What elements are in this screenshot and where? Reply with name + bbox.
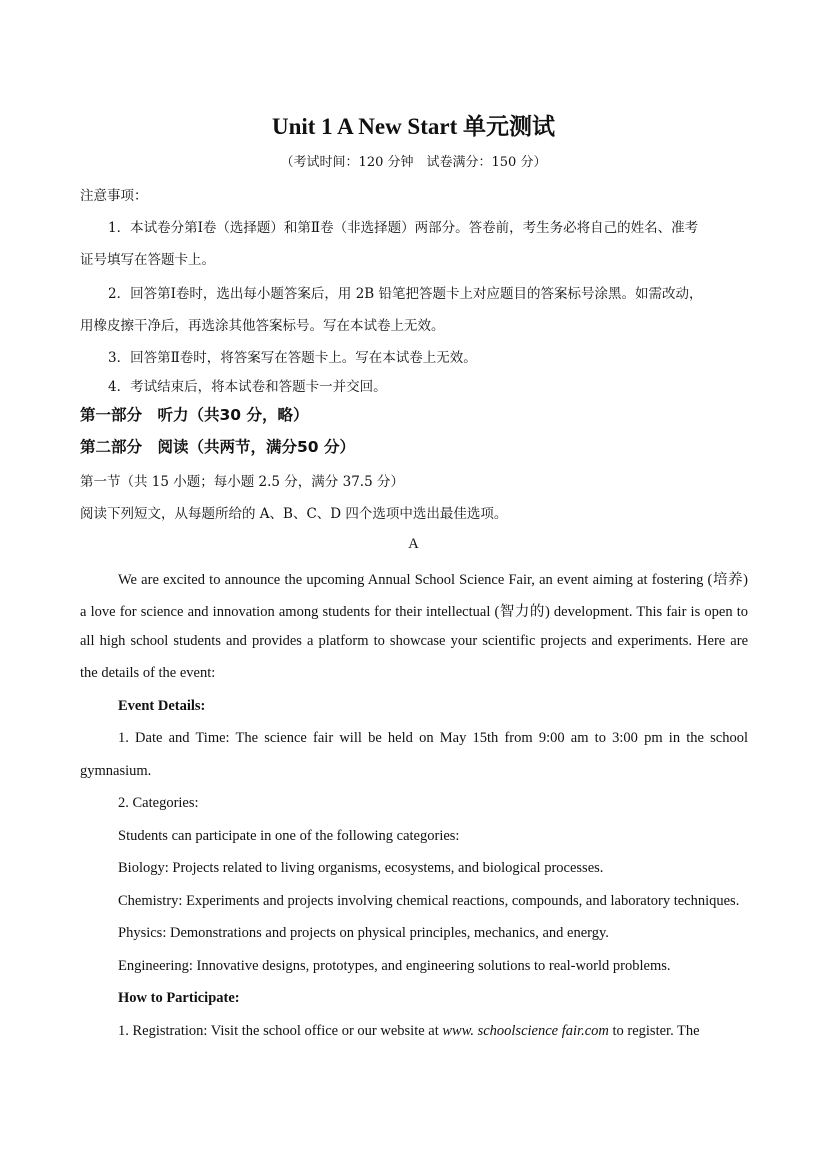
category-item: Chemistry: Experiments and projects involving chemical reactions, compounds, and laboratory techniques. (118, 893, 740, 909)
note-line: 3．回答第Ⅱ卷时，将答案写在答题卡上。写在本试卷上无效。 (108, 350, 477, 366)
passage-line: all high school students and provides a platform to showcase your scientific projects and experiments. Here are (80, 633, 748, 649)
registration-suffix: to register. The (608, 1023, 700, 1039)
note-line: 证号填写在答题卡上。 (80, 252, 215, 268)
date-time-line: 1. Date and Time: The science fair will be held on May 15th from 9:00 am to 3:00 pm in the school (118, 730, 748, 746)
note-line: 4．考试结束后，将本试卷和答题卡一并交回。 (108, 379, 387, 395)
participate-heading: How to Participate: (118, 990, 240, 1006)
note-line: 2．回答第Ⅰ卷时，选出每小题答案后，用 2B 铅笔把答题卡上对应题目的答案标号涂黑。如需改动， (108, 286, 703, 302)
reading-instruction: 阅读下列短文，从每题所给的 A、B、C、D 四个选项中选出最佳选项。 (80, 506, 508, 522)
event-details-heading: Event Details: (118, 698, 206, 714)
page-title: Unit 1 A New Start 单元测试 (271, 114, 556, 139)
category-item: Physics: Demonstrations and projects on physical principles, mechanics, and energy. (118, 925, 609, 941)
passage-line: a love for science and innovation among students for their intellectual (智力的) development. This fair is open to (80, 604, 748, 620)
category-item: Engineering: Innovative designs, prototypes, and engineering solutions to real-world problems. (118, 958, 671, 974)
registration-url: www. schoolscience fair.com (442, 1023, 609, 1039)
passage-line: the details of the event: (80, 665, 216, 681)
note-line: 用橡皮擦干净后，再选涂其他答案标号。写在本试卷上无效。 (80, 318, 445, 334)
section-one-heading: 第一节（共 15 小题；每小题 2.5 分，满分 37.5 分） (80, 474, 404, 490)
note-line: 1．本试卷分第Ⅰ卷（选择题）和第Ⅱ卷（非选择题）两部分。答卷前，考生务必将自己的姓名、准考 (108, 220, 699, 236)
notes-heading: 注意事项： (80, 188, 148, 204)
registration-prefix: 1. Registration: Visit the school office or our website at (118, 1023, 443, 1039)
passage-line: We are excited to announce the upcoming Annual School Science Fair, an event aiming at fostering (培养) (118, 572, 748, 588)
registration-line (118, 1023, 748, 1040)
part-two-heading: 第二部分 阅读（共两节，满分50 分） (80, 438, 355, 456)
part-one-heading: 第一部分 听力（共30 分，略） (80, 406, 309, 424)
date-time-line: gymnasium. (80, 763, 152, 779)
category-item: Biology: Projects related to living organisms, ecosystems, and biological processes. (118, 860, 604, 876)
passage-label: A (408, 536, 419, 552)
exam-info: （考试时间：120 分钟 试卷满分：150 分） (280, 155, 547, 170)
categories-intro: Students can participate in one of the following categories: (118, 828, 460, 844)
categories-heading: 2. Categories: (118, 795, 199, 811)
